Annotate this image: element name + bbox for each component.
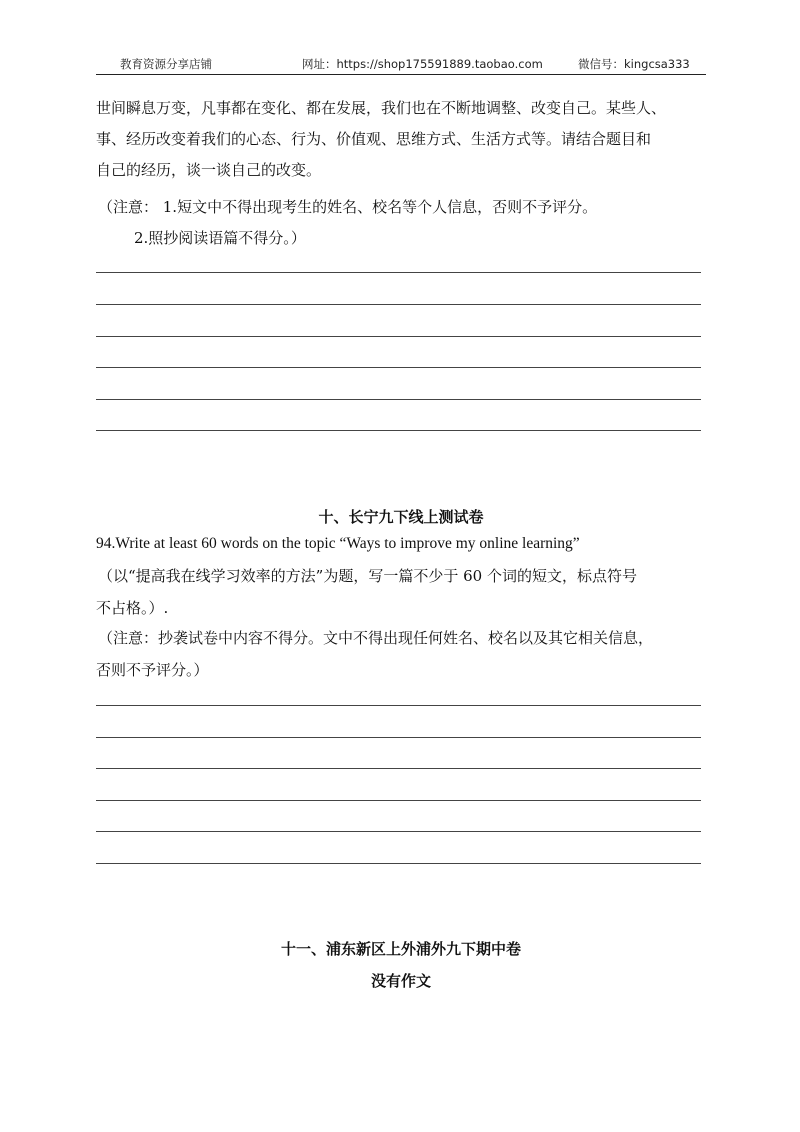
- answer-line: [96, 367, 701, 368]
- answer-line: [96, 768, 701, 769]
- answer-line: [96, 336, 701, 337]
- prompt-line-2: 事、经历改变着我们的心态、行为、价值观、思维方式、生活方式等。请结合题目和: [96, 130, 652, 148]
- note-line-2: 否则不予评分。）: [96, 661, 209, 679]
- answer-line: [96, 863, 701, 864]
- instruction-line-2: 不占格。）.: [96, 599, 169, 617]
- header-shop-name: 教育资源分享店铺: [120, 57, 212, 71]
- answer-line: [96, 399, 701, 400]
- page-header: [96, 56, 706, 75]
- header-url: 网址：https://shop175591889.taobao.com: [302, 57, 543, 71]
- section-title: 十一、浦东新区上外浦外九下期中卷: [280, 940, 521, 958]
- section-title: 十、长宁九下线上测试卷: [318, 508, 484, 526]
- answer-line: [96, 304, 701, 305]
- question-prompt: 94.Write at least 60 words on the topic “Ways to improve my online learning”: [96, 535, 580, 552]
- answer-line: [96, 272, 701, 273]
- section-subtitle: 没有作文: [370, 972, 431, 990]
- prompt-line-3: 自己的经历，谈一谈自己的改变。: [96, 161, 322, 179]
- note-line-1: （注意： 1.短文中不得出现考生的姓名、校名等个人信息，否则不予评分。: [98, 198, 598, 216]
- note-line-1: （注意：抄袭试卷中内容不得分。文中不得出现任何姓名、校名以及其它相关信息，: [98, 629, 654, 647]
- instruction-line-1: （以“提高我在线学习效率的方法”为题，写一篇不少于 60 个词的短文，标点符号: [98, 567, 637, 585]
- header-wechat: 微信号：kingcsa333: [578, 57, 690, 71]
- answer-line: [96, 737, 701, 738]
- answer-line: [96, 705, 701, 706]
- answer-line: [96, 831, 701, 832]
- answer-line: [96, 800, 701, 801]
- prompt-line-1: 世间瞬息万变，凡事都在变化、都在发展，我们也在不断地调整、改变自己。某些人、: [96, 99, 667, 117]
- answer-line: [96, 430, 701, 431]
- note-line-2: 2.照抄阅读语篇不得分。）: [134, 229, 306, 247]
